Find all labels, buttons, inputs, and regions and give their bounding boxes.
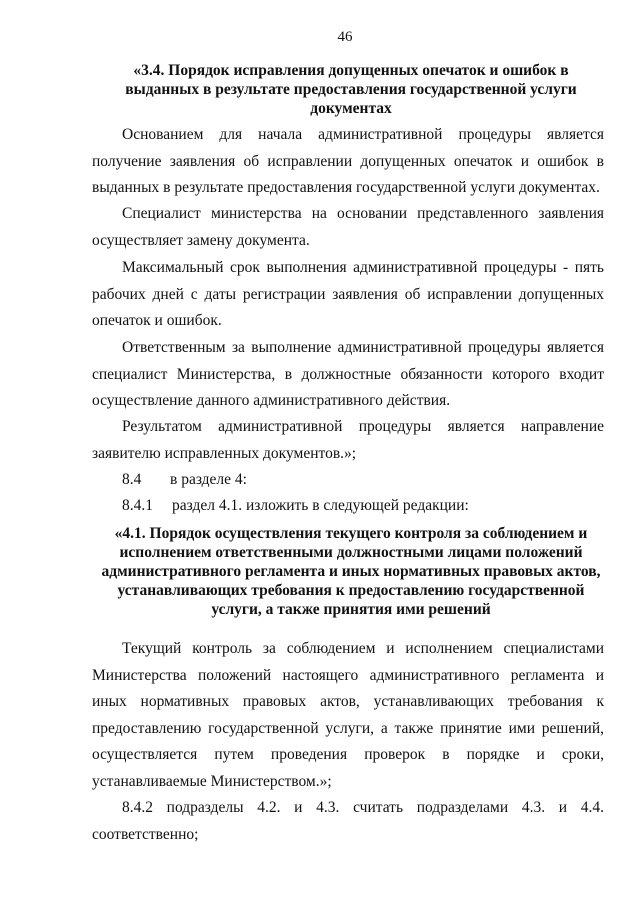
section-3-4-heading: «3.4. Порядок исправления допущенных опечаток и ошибок в выданных в результате предоставления государственной услуги документах <box>125 62 577 117</box>
paragraph-result: Результатом административной процедуры является направление заявителю исправленных документов.»; <box>92 418 604 462</box>
item-8-4-1-text: раздел 4.1. изложить в следующей редакции: <box>172 497 469 514</box>
paragraph-specialist: Специалист министерства на основании представленного заявления осуществляет замену документа. <box>92 205 604 249</box>
paragraph-current-control: Текущий контроль за соблюдением и исполнением специалистами Министерства положений настоящего административного регламента и иных нормативных правовых актов, устанавливающих требования к предоставлению государственной услуги, а также принятие ими решений, осуществляется путем проведения проверок в порядке и сроки, устанавливаемые Министерством.»; <box>92 640 604 790</box>
section-4-1-heading: «4.1. Порядок осуществления текущего контроля за соблюдением и исполнением ответственными должностными лицами положений административного регламента и иных нормативных правовых актов, устанавливающих требования к предоставлению государственной услуги, а также принятия ими решений <box>101 525 601 618</box>
item-8-4 <box>122 467 247 494</box>
paragraph-max-term: Максимальный срок выполнения административной процедуры - пять рабочих дней с даты регистрации заявления об исправлении допущенных опечаток и ошибок. <box>92 259 604 329</box>
item-8-4-number: 8.4 <box>122 471 142 488</box>
item-8-4-1 <box>122 493 469 520</box>
paragraph-item-8-4-2: 8.4.2 подразделы 4.2. и 4.3. считать подразделами 4.3. и 4.4. соответственно; <box>92 799 604 843</box>
item-8-4-1-number: 8.4.1 <box>122 497 153 514</box>
paragraph-basis: Основанием для начала административной процедуры является получение заявления об исправлении допущенных опечаток и ошибок в выданных в результате предоставления государственной услуги документах. <box>92 126 604 196</box>
item-8-4-text: в разделе 4: <box>170 471 247 488</box>
page-number: 46 <box>337 29 353 45</box>
paragraph-responsible: Ответственным за выполнение административной процедуры является специалист Министерства, в должностные обязанности которого входит осуществление данного административного действия. <box>92 339 604 409</box>
